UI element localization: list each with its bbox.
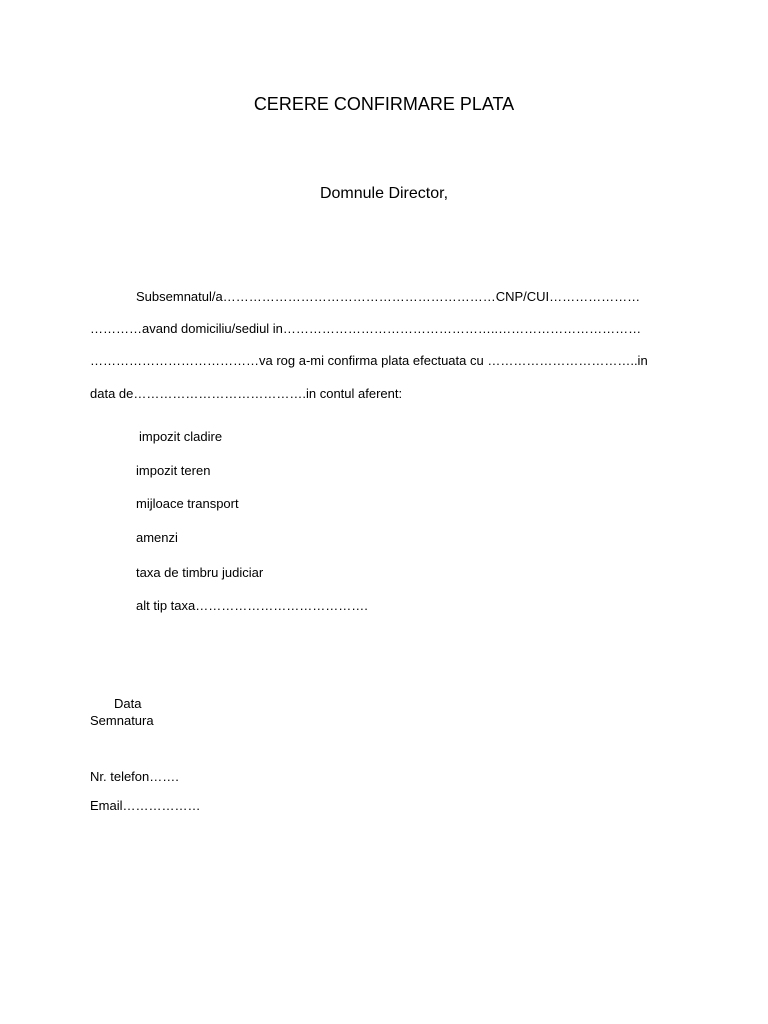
body-line-name-cnp: Subsemnatul/a………………………………………………………CNP/CUI………………… (136, 289, 641, 304)
body-line-date-account: data de………………………………….in contul aferent: (90, 386, 403, 401)
document-title: CERERE CONFIRMARE PLATA (253, 94, 515, 114)
option-impozit-cladire: impozit cladire (139, 429, 223, 444)
option-amenzi: amenzi (136, 530, 178, 545)
body-line-confirm-payment: …………………………………va rog a-mi confirma plata efectuata cu ……………………………..in (90, 353, 648, 368)
phone-label: Nr. telefon……. (90, 769, 179, 784)
option-alt-tip-taxa: alt tip taxa…………………………………. (136, 598, 368, 613)
email-label: Email……………… (90, 798, 201, 813)
salutation: Domnule Director, (319, 185, 449, 202)
signature-label: Semnatura (90, 713, 154, 728)
option-mijloace-transport: mijloace transport (136, 496, 239, 511)
body-line-address: …………avand domiciliu/sediul in…………………………………………..…………………………… (90, 321, 642, 336)
date-label: Data (114, 696, 142, 711)
option-taxa-timbru-judiciar: taxa de timbru judiciar (136, 565, 264, 580)
option-impozit-teren: impozit teren (136, 463, 211, 478)
